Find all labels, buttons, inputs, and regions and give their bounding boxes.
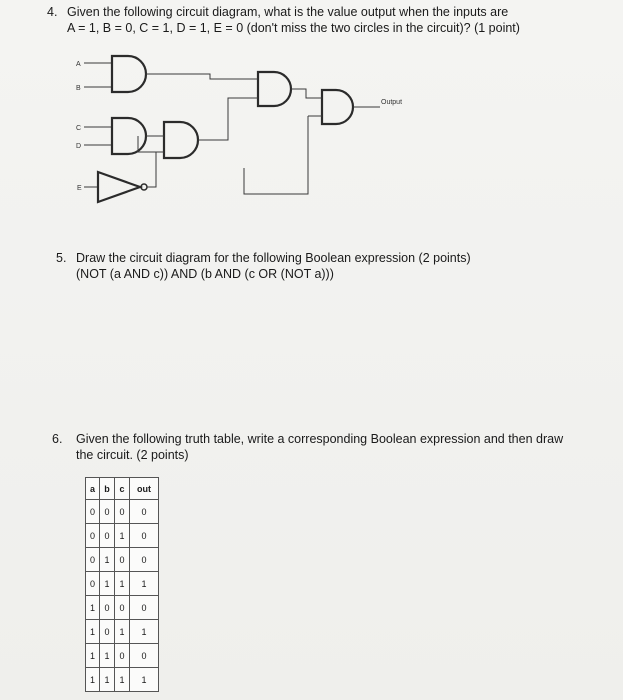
table-cell: 0 — [130, 500, 159, 524]
question-5-line-2: (NOT (a AND c)) AND (b AND (c OR (NOT a))) — [76, 267, 334, 281]
not-gate-e — [98, 172, 140, 202]
question-6-line-2: the circuit. (2 points) — [76, 448, 189, 462]
question-4 — [47, 4, 607, 40]
table-cell: 1 — [86, 644, 100, 668]
table-cell: 1 — [115, 620, 130, 644]
table-cell: 1 — [130, 572, 159, 596]
question-6-number: 6. — [52, 432, 63, 446]
table-cell: 0 — [86, 548, 100, 572]
table-cell: 0 — [115, 644, 130, 668]
table-cell: 0 — [100, 596, 115, 620]
truth-table-header: b — [100, 478, 115, 500]
truth-table — [85, 477, 159, 692]
question-5 — [56, 250, 576, 286]
table-cell: 0 — [86, 524, 100, 548]
table-cell: 0 — [86, 500, 100, 524]
table-cell: 0 — [115, 548, 130, 572]
table-row — [86, 644, 159, 668]
wire-g4-g5 — [291, 89, 322, 98]
table-row — [86, 548, 159, 572]
table-cell: 1 — [100, 548, 115, 572]
input-label-c: C — [76, 125, 82, 132]
and-gate-fourth — [258, 72, 291, 106]
truth-table-header: out — [130, 478, 159, 500]
circuit-svg — [60, 48, 460, 228]
table-cell: 0 — [130, 524, 159, 548]
table-cell: 1 — [115, 524, 130, 548]
wire-g2-g3b — [138, 136, 164, 152]
input-label-a: A — [76, 61, 81, 68]
wire-loop — [244, 116, 308, 194]
input-label-d: D — [76, 143, 82, 150]
table-row — [86, 668, 159, 692]
table-cell: 0 — [130, 548, 159, 572]
table-row — [86, 596, 159, 620]
table-cell: 1 — [115, 572, 130, 596]
table-cell: 1 — [130, 668, 159, 692]
table-cell: 0 — [115, 500, 130, 524]
circuit-diagram — [60, 48, 460, 228]
and-gate-third — [164, 122, 198, 158]
table-cell: 1 — [100, 572, 115, 596]
table-cell: 1 — [86, 620, 100, 644]
question-4-line-2: A = 1, B = 0, C = 1, D = 1, E = 0 (don't miss the two circles in the circuit)? (1 point) — [67, 21, 520, 35]
table-cell: 0 — [86, 572, 100, 596]
table-row — [86, 500, 159, 524]
table-cell: 1 — [130, 620, 159, 644]
table-cell: 1 — [115, 668, 130, 692]
table-cell: 1 — [86, 596, 100, 620]
table-row — [86, 620, 159, 644]
table-cell: 0 — [130, 596, 159, 620]
question-5-number: 5. — [56, 251, 67, 265]
table-row — [86, 572, 159, 596]
question-4-line-1: Given the following circuit diagram, what is the value output when the inputs are — [67, 5, 509, 19]
wire-g1-g4 — [146, 74, 258, 79]
question-6 — [52, 431, 612, 467]
question-4-number: 4. — [47, 5, 58, 19]
table-cell: 0 — [100, 500, 115, 524]
and-gate-cd — [112, 118, 146, 154]
table-cell: 1 — [100, 644, 115, 668]
table-row — [86, 524, 159, 548]
input-label-b: B — [76, 85, 81, 92]
truth-table-header: c — [115, 478, 130, 500]
question-6-line-1: Given the following truth table, write a corresponding Boolean expression and then draw — [76, 432, 564, 446]
wire-not-g3 — [147, 152, 156, 187]
output-label: Output — [381, 99, 403, 106]
input-label-e: E — [77, 185, 82, 192]
and-gate-ab — [112, 56, 146, 92]
table-cell: 0 — [115, 596, 130, 620]
table-cell: 1 — [86, 668, 100, 692]
table-cell: 0 — [100, 524, 115, 548]
table-cell: 0 — [130, 644, 159, 668]
and-gate-final — [322, 90, 353, 124]
question-5-line-1: Draw the circuit diagram for the following Boolean expression (2 points) — [76, 251, 471, 265]
truth-table-header: a — [86, 478, 100, 500]
wire-g3-g4 — [198, 98, 258, 140]
truth-table-header-row — [86, 478, 159, 500]
table-cell: 0 — [100, 620, 115, 644]
table-cell: 1 — [100, 668, 115, 692]
